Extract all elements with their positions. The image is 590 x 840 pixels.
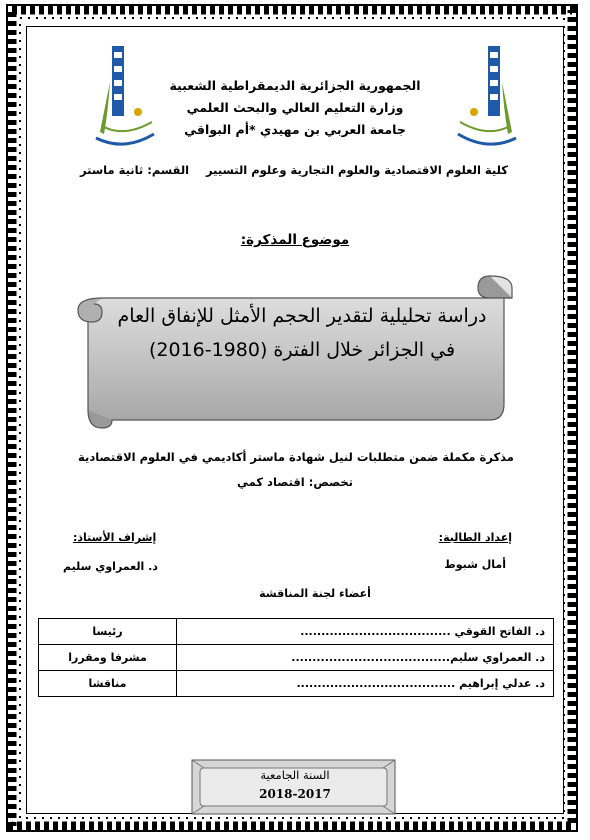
- memo-description: مذكرة مكملة ضمن متطلبات لنيل شهادة ماستر أكاديمي في العلوم الاقتصادية: [78, 450, 514, 464]
- ministry-name: وزارة التعليم العالي والبحث العلمي: [186, 100, 404, 115]
- specialty: تخصص: اقتصاد كمي: [237, 475, 353, 489]
- jury-member-role: مشرفا ومقررا: [39, 645, 177, 671]
- subject-label: موضوع المذكرة:: [240, 232, 350, 248]
- academic-year-label: السنة الجامعية: [260, 768, 330, 782]
- jury-member-role: رئيسا: [39, 619, 177, 645]
- jury-member-name: د. الفاتح القوقي ....................................: [177, 619, 554, 645]
- table-row: [39, 645, 554, 671]
- jury-table: [38, 618, 554, 697]
- committee-label: أعضاء لجنة المناقشة: [259, 587, 371, 600]
- table-row: [39, 671, 554, 697]
- prepared-by-label: إعداد الطالبة:: [438, 531, 512, 544]
- student-name: أمال شبوط: [444, 558, 506, 571]
- jury-member-role: مناقشا: [39, 671, 177, 697]
- supervisor-name: د. العمراوي سليم: [63, 560, 158, 573]
- department-name: القسم: ثانية ماستر: [80, 163, 190, 177]
- republic-name: الجمهورية الجزائرية الديمقراطية الشعبية: [169, 78, 421, 93]
- thesis-title-line1: دراسة تحليلية لتقدير الحجم الأمثل للإنفاق العام: [117, 305, 487, 327]
- university-name: جامعة العربي بن مهيدي *أم البواقي: [184, 122, 406, 137]
- jury-member-name: د. العمراوي سليم......................................: [177, 645, 554, 671]
- faculty-name: كلية العلوم الاقتصادية والعلوم التجارية وعلوم التسيير: [206, 163, 508, 177]
- faculty-row: [80, 163, 508, 177]
- supervision-label: إشراف الأستاذ:: [73, 531, 157, 544]
- table-row: [39, 619, 554, 645]
- academic-year: 2018-2017: [259, 787, 331, 801]
- thesis-title: [92, 299, 512, 367]
- thesis-title-line2: في الجزائر خلال الفترة (1980-2016): [148, 339, 456, 361]
- jury-member-name: د. عدلي إبراهيم ......................................: [177, 671, 554, 697]
